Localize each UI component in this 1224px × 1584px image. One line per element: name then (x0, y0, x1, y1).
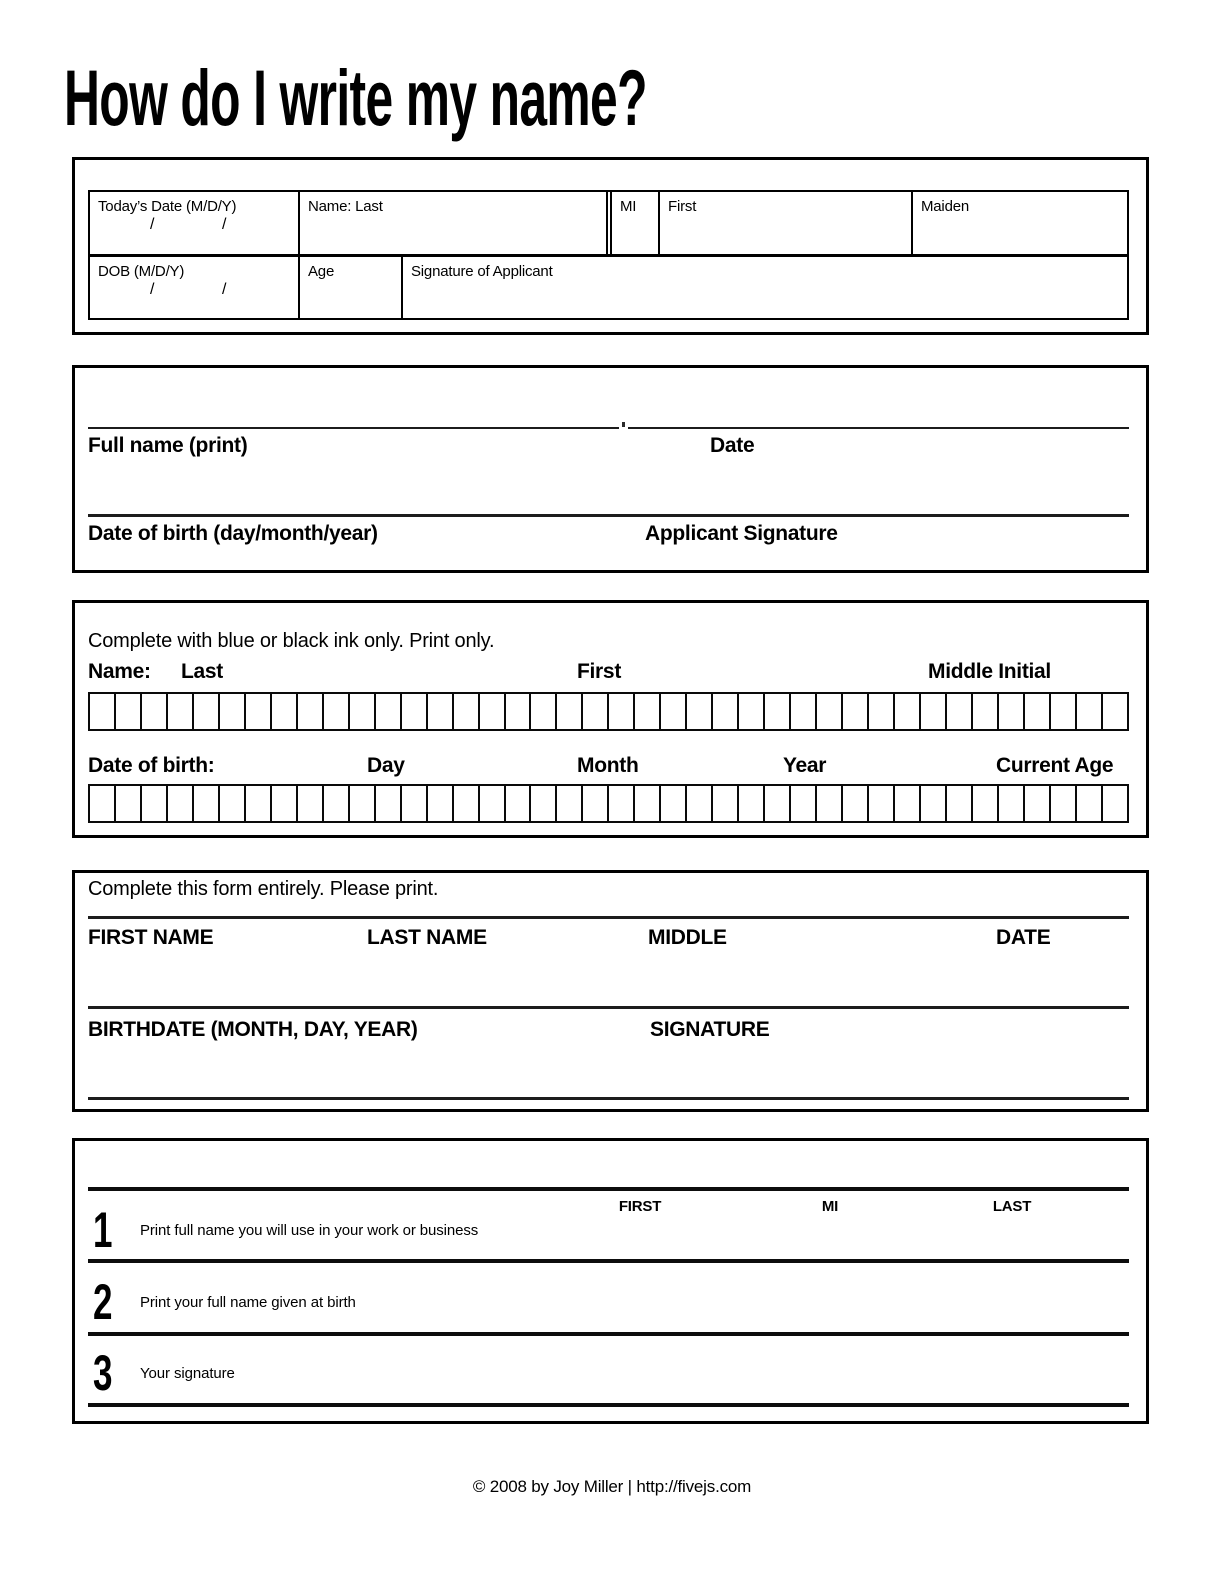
char-cell (272, 694, 298, 729)
char-cell (454, 694, 480, 729)
char-cell (895, 786, 921, 821)
char-cell (142, 694, 168, 729)
char-cell (168, 694, 194, 729)
char-cell (947, 786, 973, 821)
char-cell (142, 786, 168, 821)
signature-cell (403, 257, 1127, 318)
char-cell (713, 694, 739, 729)
form4-instructions: Complete this form entirely. Please print. (88, 878, 439, 900)
last-label: Last (181, 660, 223, 683)
char-cell (817, 694, 843, 729)
date-slash: / (222, 281, 227, 298)
char-cell (973, 786, 999, 821)
char-cell (402, 694, 428, 729)
date-slash: / (150, 281, 155, 298)
char-cell (168, 786, 194, 821)
char-cell (116, 694, 142, 729)
last-name-label: LAST NAME (367, 926, 487, 949)
name-last-cell (300, 192, 608, 254)
signature-label: SIGNATURE (650, 1018, 770, 1041)
char-cell (1077, 694, 1103, 729)
char-cell (1025, 786, 1051, 821)
char-cell (791, 694, 817, 729)
char-cell (661, 694, 687, 729)
char-cell (194, 786, 220, 821)
char-cell (324, 786, 350, 821)
char-cell (116, 786, 142, 821)
mi-cell (610, 192, 660, 254)
char-cell (194, 694, 220, 729)
date-label: Date (710, 434, 755, 457)
copyright-footer: © 2008 by Joy Miller | http://fivejs.com (472, 1477, 752, 1496)
char-cell (246, 694, 272, 729)
birthdate-label: BIRTHDATE (MONTH, DAY, YEAR) (88, 1018, 418, 1041)
item-1-number: 1 (93, 1202, 113, 1258)
char-cell (272, 786, 298, 821)
char-cell (1103, 694, 1127, 729)
dob-label: DOB (M/D/Y) (98, 263, 185, 280)
sample-form-1 (72, 157, 1149, 335)
item-3-label: Your signature (140, 1365, 235, 1382)
item-3-write-line (88, 1403, 1129, 1407)
char-cell (298, 694, 324, 729)
maiden-label: Maiden (921, 198, 969, 215)
char-cell (90, 694, 116, 729)
mi-label: MI (620, 198, 637, 215)
name-label: Name: (88, 660, 151, 683)
char-cell (869, 786, 895, 821)
char-cell (350, 786, 376, 821)
middle-label: MIDDLE (648, 926, 727, 949)
write-line-bottom (88, 1097, 1129, 1100)
char-cell (765, 694, 791, 729)
char-cell (350, 694, 376, 729)
item-1-write-line (88, 1259, 1129, 1263)
applicant-signature-label: Applicant Signature (645, 522, 838, 545)
char-cell (999, 694, 1025, 729)
char-cell (376, 786, 402, 821)
char-cell (324, 694, 350, 729)
dob-char-boxes (88, 784, 1129, 823)
item-2-write-line (88, 1332, 1129, 1336)
char-cell (843, 694, 869, 729)
char-cell (298, 786, 324, 821)
write-line-date (628, 427, 1129, 429)
char-cell (557, 694, 583, 729)
char-cell (895, 694, 921, 729)
char-cell (635, 694, 661, 729)
char-cell (583, 786, 609, 821)
char-cell (90, 786, 116, 821)
year-label: Year (783, 754, 827, 777)
char-cell (220, 786, 246, 821)
write-line-full-name (88, 427, 619, 429)
char-cell (1051, 694, 1077, 729)
char-cell (687, 786, 713, 821)
month-label: Month (577, 754, 639, 777)
char-cell (480, 694, 506, 729)
line-tick-mark (622, 422, 625, 427)
form1-row-2 (90, 254, 1127, 318)
char-cell (739, 694, 765, 729)
age-cell (300, 257, 403, 318)
char-cell (376, 694, 402, 729)
dob-cell (90, 257, 300, 318)
char-cell (609, 694, 635, 729)
char-cell (713, 786, 739, 821)
full-name-label: Full name (print) (88, 434, 248, 457)
item-1-label: Print full name you will use in your work or business (140, 1222, 479, 1239)
char-cell (428, 786, 454, 821)
char-cell (635, 786, 661, 821)
form3-instructions: Complete with blue or black ink only. Print only. (88, 630, 495, 652)
char-cell (246, 786, 272, 821)
char-cell (531, 694, 557, 729)
item-2-label: Print your full name given at birth (140, 1294, 356, 1311)
sample-form-3 (72, 600, 1149, 838)
char-cell (428, 694, 454, 729)
date-slash: / (222, 216, 227, 233)
char-cell (506, 786, 532, 821)
char-cell (739, 786, 765, 821)
middle-initial-label: Middle Initial (928, 660, 1051, 683)
name-last-label: Name: Last (308, 198, 383, 215)
dob-label: Date of birth: (88, 754, 215, 777)
char-cell (1025, 694, 1051, 729)
column-mi-label: MI (821, 1198, 839, 1215)
char-cell (1051, 786, 1077, 821)
first-label: First (577, 660, 622, 683)
char-cell (817, 786, 843, 821)
char-cell (869, 694, 895, 729)
form1-table (88, 190, 1129, 320)
sample-form-2 (72, 365, 1149, 573)
current-age-label: Current Age (996, 754, 1114, 777)
char-cell (687, 694, 713, 729)
char-cell (220, 694, 246, 729)
char-cell (454, 786, 480, 821)
char-cell (791, 786, 817, 821)
char-cell (947, 694, 973, 729)
todays-date-label: Today’s Date (M/D/Y) (98, 198, 237, 215)
maiden-cell (913, 192, 1127, 254)
age-label: Age (308, 263, 335, 280)
sample-form-5 (72, 1138, 1149, 1424)
write-line-birthdate (88, 1006, 1129, 1009)
date-slash: / (150, 216, 155, 233)
char-cell (609, 786, 635, 821)
char-cell (1077, 786, 1103, 821)
first-cell (660, 192, 913, 254)
todays-date-cell (90, 192, 300, 254)
char-cell (506, 694, 532, 729)
char-cell (843, 786, 869, 821)
first-label: First (668, 198, 697, 215)
char-cell (557, 786, 583, 821)
column-first-label: FIRST (618, 1198, 662, 1215)
header-rule (88, 1187, 1129, 1191)
date-label: DATE (996, 926, 1051, 949)
char-cell (402, 786, 428, 821)
char-cell (661, 786, 687, 821)
item-3-number: 3 (93, 1345, 113, 1401)
write-line-names (88, 916, 1129, 919)
char-cell (531, 786, 557, 821)
char-cell (999, 786, 1025, 821)
signature-label: Signature of Applicant (411, 263, 553, 280)
column-last-label: LAST (992, 1198, 1032, 1215)
char-cell (765, 786, 791, 821)
dob-label: Date of birth (day/month/year) (88, 522, 378, 545)
page-title: How do I write my name? (64, 53, 647, 142)
item-2-number: 2 (93, 1274, 113, 1330)
char-cell (921, 786, 947, 821)
form1-row-1 (90, 192, 1127, 254)
char-cell (921, 694, 947, 729)
write-line-dob (88, 514, 1129, 517)
char-cell (973, 694, 999, 729)
char-cell (480, 786, 506, 821)
first-name-label: FIRST NAME (88, 926, 214, 949)
day-label: Day (367, 754, 405, 777)
sample-form-4 (72, 870, 1149, 1112)
char-cell (1103, 786, 1127, 821)
char-cell (583, 694, 609, 729)
name-char-boxes (88, 692, 1129, 731)
